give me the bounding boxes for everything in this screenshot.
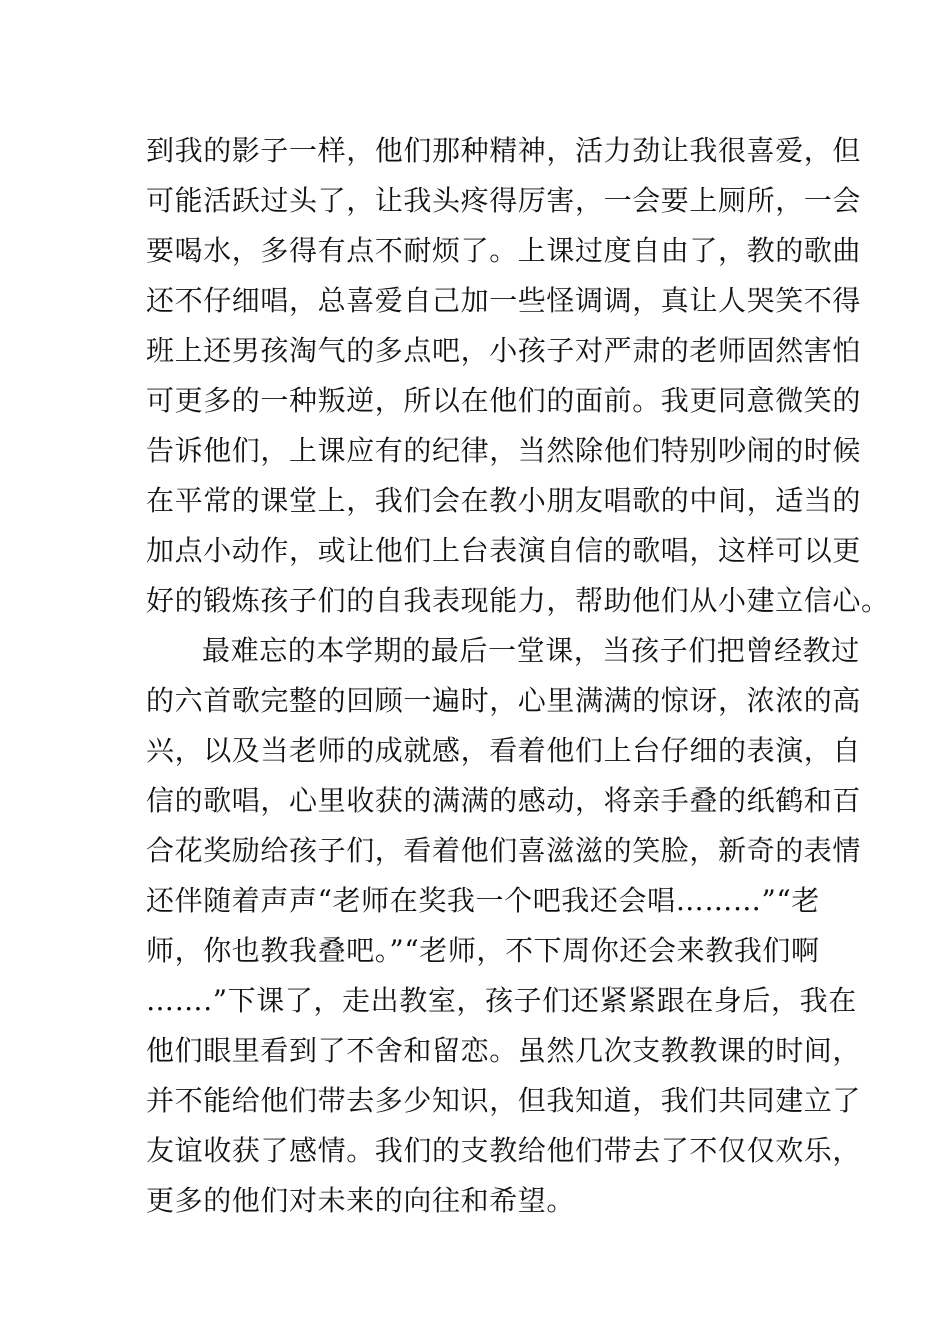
text-line: 班上还男孩淘气的多点吧，小孩子对严肃的老师固然害怕: [146, 334, 862, 367]
text-line: 加点小动作，或让他们上台表演自信的歌唱，这样可以更: [146, 534, 862, 567]
text-line: 合花奖励给孩子们，看着他们喜滋滋的笑脸，新奇的表情: [146, 834, 862, 867]
text-line: 并不能给他们带去多少知识，但我知道，我们共同建立了: [146, 1084, 862, 1117]
text-line: 信的歌唱，心里收获的满满的感动，将亲手叠的纸鹤和百: [146, 784, 862, 817]
text-line: 更多的他们对未来的向往和希望。: [146, 1184, 576, 1217]
text-line: …….”下课了，走出教室，孩子们还紧紧跟在身后，我在: [146, 984, 857, 1017]
text-line: 到我的影子一样，他们那种精神，活力劲让我很喜爱，但: [146, 134, 862, 167]
text-line: 友谊收获了感情。我们的支教给他们带去了不仅仅欢乐，: [146, 1134, 862, 1167]
body-text: [146, 126, 890, 1226]
text-line: 还伴随着声声“老师在奖我一个吧我还会唱………”“老: [146, 884, 820, 917]
text-line: 可更多的一种叛逆，所以在他们的面前。我更同意微笑的: [146, 384, 862, 417]
paragraph-start-line: 最难忘的本学期的最后一堂课，当孩子们把曾经教过: [202, 634, 860, 667]
text-line: 好的锻炼孩子们的自我表现能力，帮助他们从小建立信心。: [146, 584, 890, 617]
text-line: 他们眼里看到了不舍和留恋。虽然几次支教教课的时间，: [146, 1034, 862, 1067]
text-line: 兴，以及当老师的成就感，看着他们上台仔细的表演，自: [146, 734, 862, 767]
text-line: 在平常的课堂上，我们会在教小朋友唱歌的中间，适当的: [146, 484, 862, 517]
text-line: 还不仔细唱，总喜爱自己加一些怪调调，真让人哭笑不得: [146, 284, 862, 317]
text-line: 可能活跃过头了，让我头疼得厉害，一会要上厕所，一会: [146, 184, 862, 217]
text-line: 师，你也教我叠吧。”“老师，不下周你还会来教我们啊: [146, 934, 820, 967]
text-line: 要喝水，多得有点不耐烦了。上课过度自由了，教的歌曲: [146, 234, 862, 267]
text-line: 告诉他们，上课应有的纪律，当然除他们特别吵闹的时候: [146, 434, 862, 467]
text-line: 的六首歌完整的回顾一遍时，心里满满的惊讶，浓浓的高: [146, 684, 862, 717]
